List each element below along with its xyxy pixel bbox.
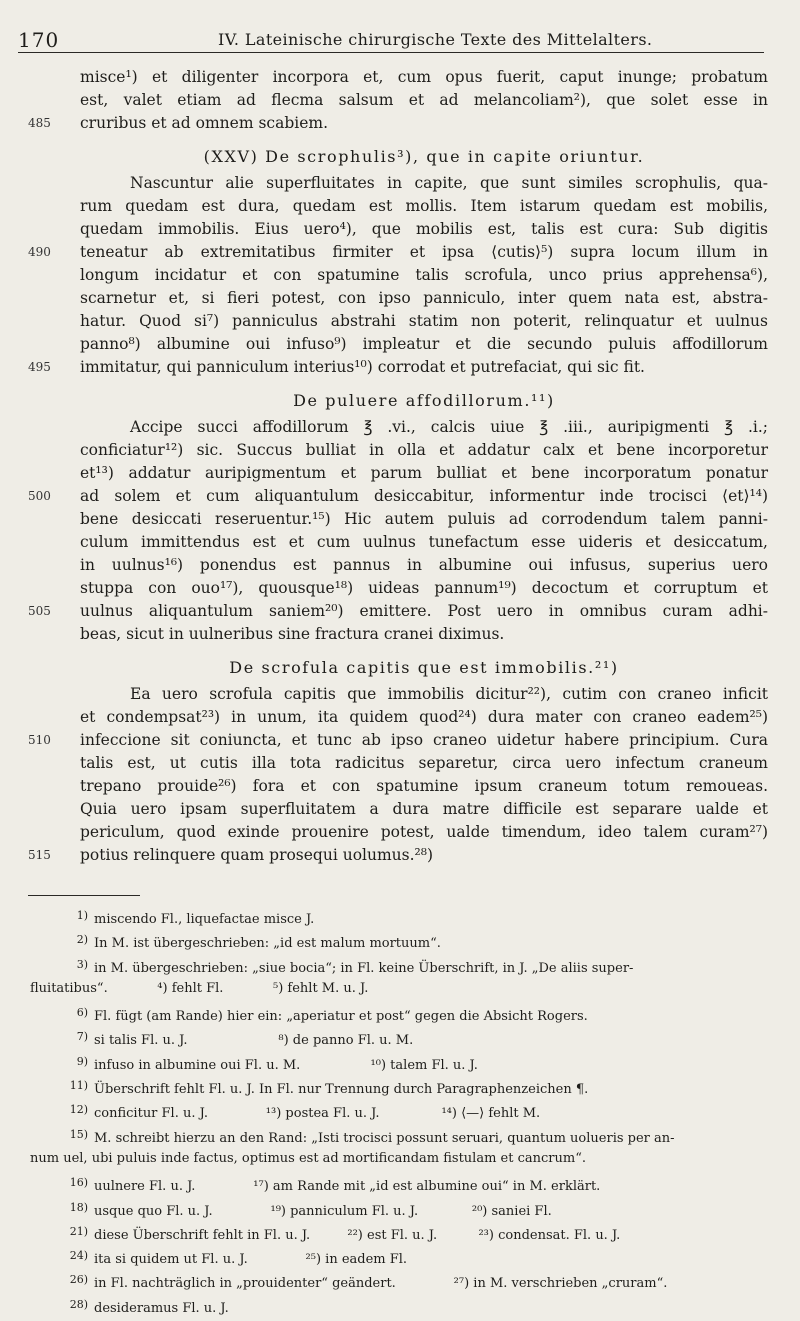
footnote-number: 21) xyxy=(69,1224,88,1238)
footnote-text: num uel, ubi puluis inde factus, optimus est ad mortificandam fistulam et cancrum“. xyxy=(30,1150,586,1166)
text-line xyxy=(80,554,768,577)
line-text: Quia uero ipsam superfluitatem a dura matre difficile est separare ualde et xyxy=(80,800,768,818)
footnote-number: 1) xyxy=(76,909,88,922)
line-text: De puluere affodillorum.¹¹) xyxy=(293,391,555,410)
text-line xyxy=(80,416,768,439)
footnote xyxy=(30,1050,772,1074)
footnote-text: Fl. fügt (am Rande) hier ein: „aperiatur et post“ gegen die Absicht Rogers. xyxy=(94,1009,588,1025)
line-text: stuppa con ouo¹⁷), quousque¹⁸) uideas pannum¹⁹) decoctum et corruptum et xyxy=(80,579,768,597)
line-text: teneatur ab extremitatibus firmiter et ipsa ⟨cutis⟩⁵) supra locum illum in xyxy=(80,243,768,261)
footnote-number: 16) xyxy=(69,1176,88,1190)
footnote xyxy=(30,1196,772,1220)
line-text: longum incidatur et con spatumine talis scrofula, unco prius apprehensa⁶), xyxy=(80,266,768,284)
footnote xyxy=(30,1001,772,1025)
text-line xyxy=(80,172,768,195)
line-text: et¹³) addatur auripigmentum et parum bulliat et bene incorporatum ponatur xyxy=(80,464,768,482)
footnote xyxy=(30,904,772,928)
text-line xyxy=(80,623,768,646)
running-title: IV. Lateinische chirurgische Texte des Mittelalters. xyxy=(218,30,653,49)
line-text: Nascuntur alie superfluitates in capite, que sunt similes scrophulis, qua- xyxy=(130,174,768,192)
footnote-number: 15) xyxy=(69,1127,88,1141)
line-text: ad solem et cum aliquantulum desiccabitur, informentur inde trocisci ⟨et⟩¹⁴) xyxy=(80,487,768,505)
footnote-text: miscendo Fl., liquefactae misce J. xyxy=(94,912,315,927)
footnote xyxy=(30,928,772,952)
footnote xyxy=(30,977,772,1001)
line-number: 515 xyxy=(28,848,51,862)
line-text: conficiatur¹²) sic. Succus bulliat in olla et addatur calx et bene incorporetur xyxy=(80,441,768,459)
footnote-number: 12) xyxy=(69,1103,88,1117)
footnote-number: 18) xyxy=(69,1200,88,1214)
line-number: 495 xyxy=(28,360,51,374)
text-line xyxy=(80,462,768,485)
footnote xyxy=(30,953,772,977)
footnote-number: 28) xyxy=(69,1297,88,1311)
footnote xyxy=(30,1220,772,1244)
section-heading xyxy=(80,145,768,168)
footnote xyxy=(30,1293,772,1317)
text-line xyxy=(28,356,768,379)
footnote-text: in Fl. nachträglich in „prouidenter“ geändert. ²⁷) in M. verschrieben „cruram“. xyxy=(94,1276,668,1292)
text-line xyxy=(80,66,768,89)
footnote-text: Überschrift fehlt Fl. u. J. In Fl. nur Trennung durch Paragraphenzeichen ¶. xyxy=(94,1082,589,1098)
line-text: Ea uero scrofula capitis que immobilis dicitur²²), cutim con craneo inficit xyxy=(130,685,768,703)
text-line xyxy=(28,844,768,867)
footnote-text: si talis Fl. u. J. ⁸) de panno Fl. u. M. xyxy=(94,1033,414,1049)
line-text: uulnus aliquantulum saniem²⁰) emittere. Post uero in omnibus curam adhi- xyxy=(80,602,768,620)
line-text: rum quedam est dura, quedam est mollis. Item istarum quedam est mobilis, xyxy=(80,197,768,215)
text-line xyxy=(28,241,768,264)
line-text: trepano prouide²⁶) fora et con spatumine ipsum craneum totum remoueas. xyxy=(80,777,768,795)
line-text: bene desiccati reseruentur.¹⁵) Hic autem puluis ad corrodendum talem panni- xyxy=(80,510,768,528)
line-number: 500 xyxy=(28,489,51,503)
line-text: misce¹) et diligenter incorpora et, cum opus fuerit, caput inunge; probatum xyxy=(80,68,768,86)
section-heading xyxy=(80,389,768,412)
footnote xyxy=(30,1147,772,1171)
text-line xyxy=(80,195,768,218)
footnote-divider xyxy=(28,895,140,896)
line-text: (XXV) De scrophulis³), que in capite oriuntur. xyxy=(203,147,645,166)
line-text: cruribus et ad omnem scabiem. xyxy=(80,114,329,132)
line-text: potius relinquere quam prosequi uolumus.²⁸) xyxy=(80,846,434,864)
text-line xyxy=(80,287,768,310)
footnote-number: 24) xyxy=(69,1249,88,1263)
text-line xyxy=(80,683,768,706)
footnote-number: 11) xyxy=(69,1079,88,1093)
text-line xyxy=(28,729,768,752)
line-text: et condempsat²³) in unum, ita quidem quod²⁴) dura mater con craneo eadem²⁵) xyxy=(80,708,768,726)
footnotes xyxy=(30,904,772,1317)
text-line xyxy=(80,310,768,333)
footnote-text: conficitur Fl. u. J. ¹³) postea Fl. u. J. ¹⁴) ⟨—⟩ fehlt M. xyxy=(94,1106,541,1122)
line-number: 485 xyxy=(28,116,51,130)
footnote-text: infuso in albumine oui Fl. u. M. ¹⁰) talem Fl. u. J. xyxy=(94,1057,478,1073)
footnote-number: 7) xyxy=(76,1030,88,1044)
section-heading xyxy=(80,656,768,679)
text-line xyxy=(80,508,768,531)
text-line xyxy=(80,218,768,241)
text-line xyxy=(28,112,768,135)
text-line xyxy=(28,485,768,508)
line-text: culum immittendus est et cum uulnus tunefactum esse uideris et desiccatum, xyxy=(80,533,768,551)
running-header xyxy=(18,20,764,53)
text-line xyxy=(80,775,768,798)
footnote-text: desideramus Fl. u. J. xyxy=(94,1300,229,1316)
text-line xyxy=(80,264,768,287)
footnote-number: 6) xyxy=(76,1006,88,1020)
footnote-number: 9) xyxy=(76,1054,88,1068)
footnote-text: diese Überschrift fehlt in Fl. u. J. ²²) est Fl. u. J. ²³) condensat. Fl. u. J. xyxy=(94,1227,621,1243)
line-text: De scrofula capitis que est immobilis.²¹) xyxy=(229,658,619,677)
footnote-text: ita si quidem ut Fl. u. J. ²⁵) in eadem Fl. xyxy=(94,1252,408,1268)
footnote-text: usque quo Fl. u. J. ¹⁹) panniculum Fl. u. J. ²⁰) saniei Fl. xyxy=(94,1203,552,1219)
text-line xyxy=(80,531,768,554)
footnote xyxy=(30,1244,772,1268)
text-line xyxy=(80,706,768,729)
line-text: periculum, quod exinde prouenire potest, ualde timendum, ideo talem curam²⁷) xyxy=(80,823,768,841)
text-line xyxy=(80,752,768,775)
page-number: 170 xyxy=(18,28,60,52)
footnote-number: 2) xyxy=(76,933,88,947)
line-text: est, valet etiam ad flecma salsum et ad melancoliam²), que solet esse in xyxy=(80,91,768,109)
line-text: talis est, ut cutis illa tota radicitus separetur, circa uero infectum craneum xyxy=(80,754,768,772)
line-text: immitatur, qui panniculum interius¹⁰) corrodat et putrefaciat, qui sic fit. xyxy=(80,358,645,376)
footnote xyxy=(30,1098,772,1122)
text-line xyxy=(80,333,768,356)
footnote-text: In M. ist übergeschrieben: „id est malum mortuum“. xyxy=(94,936,441,952)
text-line xyxy=(80,798,768,821)
line-text: hatur. Quod si⁷) panniculus abstrahi statim non poterit, relinquatur et uulnus xyxy=(80,312,768,330)
line-text: infeccione sit coniuncta, et tunc ab ipso craneo uidetur habere principium. Cura xyxy=(80,731,768,749)
line-text: panno⁸) albumine oui infuso⁹) impleatur et die secundo puluis affodillorum xyxy=(80,335,768,353)
main-text xyxy=(28,66,768,867)
line-text: Accipe succi affodillorum ℥ .vi., calcis uiue ℥ .iii., auripigmenti ℥ .i.; xyxy=(130,418,768,436)
text-line xyxy=(80,821,768,844)
footnote-text: M. schreibt hierzu an den Rand: „Isti trocisci possunt seruari, quantum uolueris per an- xyxy=(94,1130,675,1146)
line-text: scarnetur et, si fieri potest, con ipso panniculo, inter quem nata est, abstra- xyxy=(80,289,768,307)
footnote xyxy=(30,1074,772,1098)
line-number: 510 xyxy=(28,733,51,747)
footnote-text: fluitatibus“. ⁴) fehlt Fl. ⁵) fehlt M. u. J. xyxy=(30,980,369,996)
line-number: 505 xyxy=(28,604,51,618)
footnote-number: 3) xyxy=(76,957,88,971)
footnote xyxy=(30,1123,772,1147)
text-line xyxy=(28,600,768,623)
text-line xyxy=(80,577,768,600)
footnote xyxy=(30,1171,772,1195)
footnote xyxy=(30,1025,772,1049)
text-line xyxy=(80,439,768,462)
footnote-text: uulnere Fl. u. J. ¹⁷) am Rande mit „id est albumine oui“ in M. erklärt. xyxy=(94,1179,601,1195)
line-text: beas, sicut in uulneribus sine fractura cranei diximus. xyxy=(80,625,505,643)
footnote xyxy=(30,1268,772,1292)
line-text: quedam immobilis. Eius uero⁴), que mobilis est, talis est cura: Sub digitis xyxy=(80,220,768,238)
footnote-text: in M. übergeschrieben: „siue bocia“; in Fl. keine Überschrift, in J. „De aliis super- xyxy=(94,960,634,976)
line-number: 490 xyxy=(28,245,51,259)
text-line xyxy=(80,89,768,112)
footnote-number: 26) xyxy=(69,1273,88,1287)
line-text: in uulnus¹⁶) ponendus est pannus in albumine oui infusus, superius uero xyxy=(80,556,768,574)
